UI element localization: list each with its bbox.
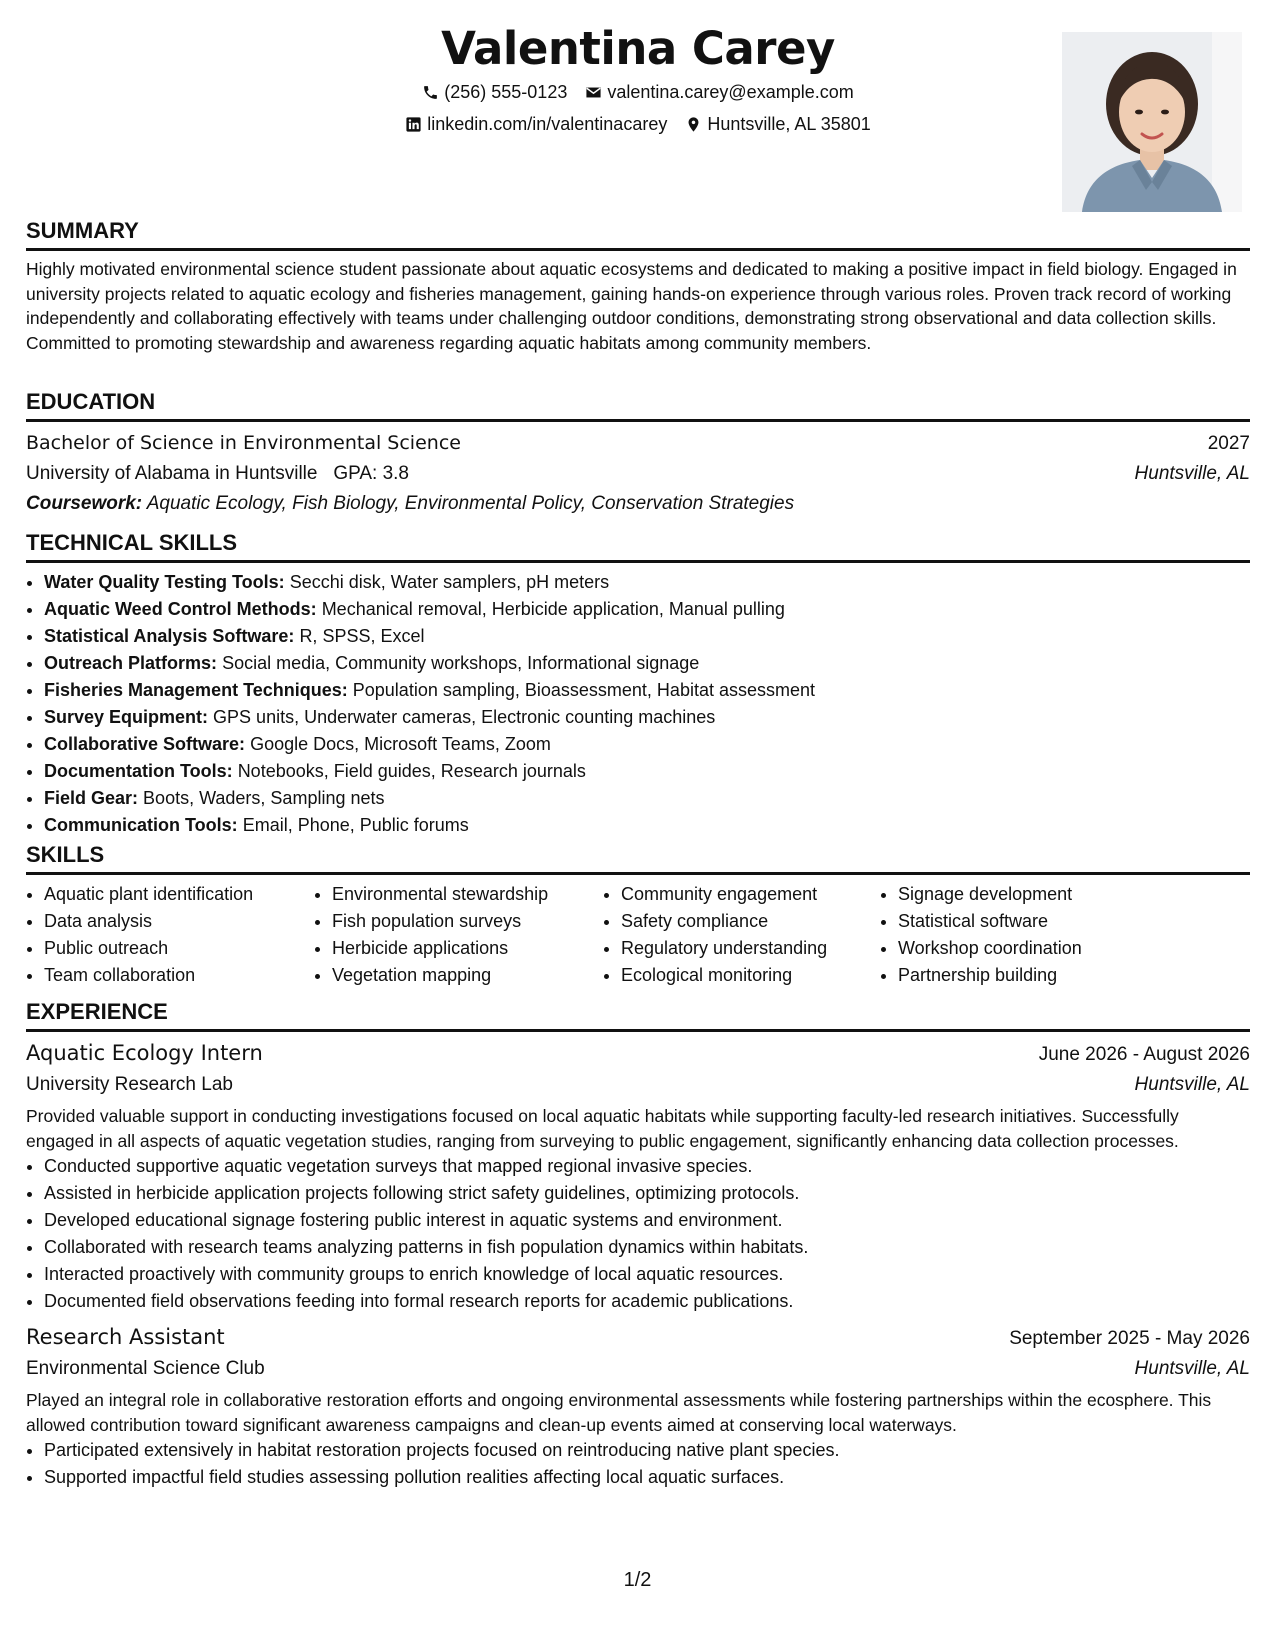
linkedin-item [405, 112, 667, 136]
school-location: Huntsville, AL [1134, 463, 1250, 484]
tech-skill-item [44, 704, 1250, 731]
experience-heading: EXPERIENCE [26, 999, 1250, 1032]
skill-item: • Partnership building [898, 962, 1198, 989]
tech-skill-label: Statistical Analysis Software: [44, 626, 295, 646]
coursework-line [26, 489, 1250, 519]
coursework-list: Aquatic Ecology, Fish Biology, Environmental Policy, Conservation Strategies [146, 493, 795, 514]
tech-skill-item [44, 731, 1250, 758]
location-item [685, 112, 870, 136]
job-bullets [26, 1437, 1250, 1491]
summary-text: Highly motivated environmental science student passionate about aquatic ecosystems and dedicated to making a positive impact in field biology. Engaged in university projects related to aquatic ecology and fisheries management, gaining hands-on experience through various roles. Proven track record of working independently and collaborating effectively with teams under challenging outdoor conditions, demonstrating strong observational and data collection skills. Committed to promoting stewardship and awareness regarding aquatic habitats among community members. [26, 259, 1237, 353]
summary-heading: SUMMARY [26, 218, 1250, 251]
technical-skills-heading: TECHNICAL SKILLS [26, 530, 1250, 563]
job-org-row [26, 1070, 1250, 1100]
profile-photo [1062, 32, 1242, 212]
skills-section [26, 842, 1250, 989]
linkedin-link[interactable]: linkedin.com/in/valentinacarey [427, 114, 668, 134]
skill-item: • Fish population surveys [332, 908, 603, 935]
job-title: Aquatic Ecology Intern [26, 1041, 263, 1065]
skills-column [314, 881, 603, 989]
job-bullet: • Supported impactful field studies assessing pollution realities affecting local aquatic surfaces. [44, 1464, 1250, 1491]
job-bullet: • Conducted supportive aquatic vegetation surveys that mapped regional invasive species. [44, 1153, 1250, 1180]
skill-item: • Ecological monitoring [621, 962, 880, 989]
job-bullet: • Participated extensively in habitat restoration projects focused on reintroducing native plant species. [44, 1437, 1250, 1464]
job-bullet: • Assisted in herbicide application projects following strict safety guidelines, optimizing protocols. [44, 1180, 1250, 1207]
tech-skill-value: Email, Phone, Public forums [242, 815, 469, 835]
tech-skill-value: Social media, Community workshops, Informational signage [222, 653, 700, 673]
job-location: Huntsville, AL [1134, 1358, 1250, 1379]
tech-skill-label: Outreach Platforms: [44, 653, 218, 673]
phone-number[interactable]: (256) 555-0123 [444, 82, 568, 102]
tech-skill-value: Mechanical removal, Herbicide application, Manual pulling [321, 599, 785, 619]
job-bullet: • Documented field observations feeding into formal research reports for academic publications. [44, 1288, 1250, 1315]
school-line [26, 459, 409, 489]
school-name: University of Alabama in Huntsville [26, 463, 318, 484]
page-number: 1/2 [623, 1569, 652, 1591]
job-entry [26, 1321, 1250, 1491]
skills-column [26, 881, 314, 989]
skills-column [603, 881, 880, 989]
skill-item: • Community engagement [621, 881, 880, 908]
tech-skill-label: Water Quality Testing Tools: [44, 572, 285, 592]
skill-item: • Regulatory understanding [621, 935, 880, 962]
job-organization: University Research Lab [26, 1074, 233, 1095]
degree-name: Bachelor of Science in Environmental Science [26, 432, 461, 454]
resume-page [26, 0, 1250, 1487]
envelope-icon [585, 84, 602, 101]
technical-skills-section [26, 530, 1250, 839]
tech-skill-item [44, 812, 1250, 839]
coursework-label: Coursework: [26, 493, 143, 514]
tech-skill-value: Secchi disk, Water samplers, pH meters [289, 572, 610, 592]
phone-item [422, 80, 567, 104]
job-title-row [26, 1037, 1250, 1070]
job-entry [26, 1037, 1250, 1315]
job-bullets [26, 1153, 1250, 1315]
job-organization: Environmental Science Club [26, 1358, 265, 1379]
education-degree-row [26, 428, 1250, 459]
skill-item: • Safety compliance [621, 908, 880, 935]
candidate-name: Valentina Carey [441, 22, 835, 75]
phone-icon [422, 84, 439, 101]
job-dates: June 2026 - August 2026 [1038, 1044, 1250, 1065]
education-heading: EDUCATION [26, 389, 1250, 422]
tech-skill-item [44, 677, 1250, 704]
email-link[interactable]: valentina.carey@example.com [607, 82, 854, 102]
skill-item: • Data analysis [44, 908, 314, 935]
tech-skill-item [44, 650, 1250, 677]
skill-item: • Workshop coordination [898, 935, 1198, 962]
skill-item: • Herbicide applications [332, 935, 603, 962]
tech-skill-value: GPS units, Underwater cameras, Electronic counting machines [213, 707, 716, 727]
tech-skill-value: Notebooks, Field guides, Research journals [237, 761, 586, 781]
tech-skill-label: Communication Tools: [44, 815, 238, 835]
job-bullet: • Interacted proactively with community groups to enrich knowledge of local aquatic resources. [44, 1261, 1250, 1288]
skill-item: • Signage development [898, 881, 1198, 908]
skill-item: • Environmental stewardship [332, 881, 603, 908]
tech-skill-value: Population sampling, Bioassessment, Habitat assessment [352, 680, 815, 700]
tech-skill-label: Documentation Tools: [44, 761, 233, 781]
tech-skill-label: Field Gear: [44, 788, 139, 808]
job-title: Research Assistant [26, 1325, 225, 1349]
job-bullet: • Collaborated with research teams analyzing patterns in fish population dynamics within habitats. [44, 1234, 1250, 1261]
resume-header [26, 0, 1250, 220]
skill-item: • Team collaboration [44, 962, 314, 989]
tech-skill-value: Boots, Waders, Sampling nets [143, 788, 385, 808]
linkedin-icon [405, 116, 422, 133]
skills-heading: SKILLS [26, 842, 1250, 875]
tech-skill-item [44, 623, 1250, 650]
tech-skill-item [44, 758, 1250, 785]
education-school-row [26, 459, 1250, 489]
tech-skill-label: Survey Equipment: [44, 707, 209, 727]
summary-section [26, 218, 1250, 355]
tech-skill-item [44, 785, 1250, 812]
experience-section [26, 999, 1250, 1491]
job-location: Huntsville, AL [1134, 1074, 1250, 1095]
graduation-year: 2027 [1207, 433, 1250, 454]
job-dates: September 2025 - May 2026 [1009, 1328, 1250, 1349]
education-section [26, 389, 1250, 519]
job-org-row [26, 1354, 1250, 1384]
skill-item: • Public outreach [44, 935, 314, 962]
tech-skill-value: R, SPSS, Excel [299, 626, 425, 646]
tech-skill-label: Fisheries Management Techniques: [44, 680, 348, 700]
skill-item: • Aquatic plant identification [44, 881, 314, 908]
skills-column [880, 881, 1198, 989]
tech-skill-item [44, 596, 1250, 623]
location-pin-icon [685, 116, 702, 133]
profile-photo-illustration [1062, 32, 1242, 212]
gpa: GPA: 3.8 [333, 463, 409, 484]
job-bullet: • Developed educational signage fostering public interest in aquatic systems and environment. [44, 1207, 1250, 1234]
location-text: Huntsville, AL 35801 [707, 114, 871, 134]
tech-skill-item [44, 569, 1250, 596]
skills-grid [26, 881, 1250, 989]
tech-skill-label: Collaborative Software: [44, 734, 246, 754]
skill-item: • Vegetation mapping [332, 962, 603, 989]
tech-skill-label: Aquatic Weed Control Methods: [44, 599, 317, 619]
email-item [585, 80, 853, 104]
technical-skills-list [26, 569, 1250, 839]
skill-item: • Statistical software [898, 908, 1198, 935]
job-description: Played an integral role in collaborative restoration efforts and ongoing environmental assessments while fostering partnerships within the ecosphere. This allowed contribution toward significant awareness campaigns and clean-up events aimed at conserving local waterways. [26, 1390, 1212, 1435]
job-title-row [26, 1321, 1250, 1354]
job-description: Provided valuable support in conducting investigations focused on local aquatic habitats while supporting faculty-led research initiatives. Successfully engaged in all aspects of aquatic vegetation studies, ranging from surveying to public engagement, significantly enhancing data collection processes. [26, 1106, 1179, 1151]
tech-skill-value: Google Docs, Microsoft Teams, Zoom [250, 734, 551, 754]
